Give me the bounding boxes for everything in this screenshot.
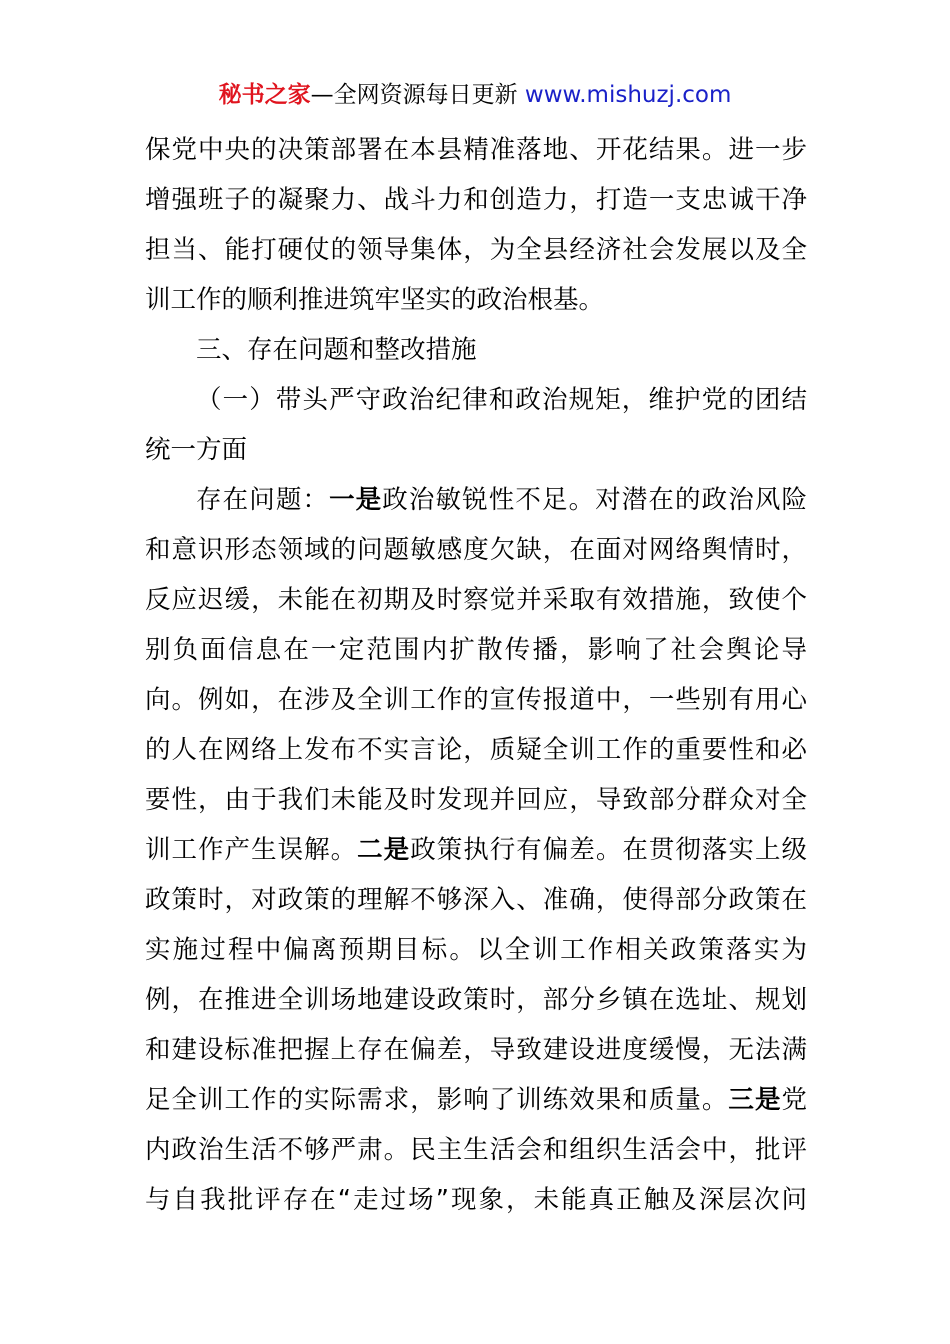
- text-line: 增强班子的凝聚力、战斗力和创造力，打造一支忠诚干净: [145, 185, 807, 215]
- text-segment: 政治敏锐性不足。对潜在的政治风险: [382, 485, 807, 515]
- text-segment: 训工作产生误解。: [145, 835, 358, 865]
- text-line: 政策时，对政策的理解不够深入、准确，使得部分政策在: [145, 885, 807, 915]
- text-segment: 足全训工作的实际需求，影响了训练效果和质量。: [145, 1085, 729, 1115]
- text-line: 的人在网络上发布不实言论，质疑全训工作的重要性和必: [145, 735, 807, 765]
- site-brand: 秘书之家: [218, 82, 311, 108]
- section-heading: 三、存在问题和整改措施: [196, 335, 477, 365]
- text-line: [145, 475, 807, 525]
- site-header: [0, 78, 950, 112]
- subsection-heading: （一）带头严守政治纪律和政治规矩，维护党的团结: [196, 385, 807, 415]
- bold-marker: 二是: [357, 835, 411, 865]
- text-segment: 政策执行有偏差。在贯彻落实上级: [410, 835, 807, 865]
- document-body: [145, 125, 807, 1225]
- text-line: 与自我批评存在“走过场”现象，未能真正触及深层次问: [145, 1185, 807, 1215]
- text-segment: 党: [781, 1085, 807, 1115]
- text-line: [145, 1075, 807, 1125]
- site-tagline: —全网资源每日更新: [310, 82, 525, 108]
- text-line: 担当、能打硬仗的领导集体，为全县经济社会发展以及全: [145, 235, 807, 265]
- text-line: 例，在推进全训场地建设政策时，部分乡镇在选址、规划: [145, 985, 807, 1015]
- text-segment: 存在问题：: [196, 485, 330, 515]
- text-line: 内政治生活不够严肃。民主生活会和组织生活会中，批评: [145, 1135, 807, 1165]
- text-line: 保党中央的决策部署在本县精准落地、开花结果。进一步: [145, 135, 807, 165]
- bold-marker: 三是: [728, 1085, 782, 1115]
- text-line: 向。例如，在涉及全训工作的宣传报道中，一些别有用心: [145, 685, 807, 715]
- bold-marker: 一是: [329, 485, 383, 515]
- text-line: 反应迟缓，未能在初期及时察觉并采取有效措施，致使个: [145, 585, 807, 615]
- text-line: 和意识形态领域的问题敏感度欠缺，在面对网络舆情时，: [145, 535, 807, 565]
- text-line: 别负面信息在一定范围内扩散传播，影响了社会舆论导: [145, 635, 807, 665]
- text-line: 训工作的顺利推进筑牢坚实的政治根基。: [145, 285, 605, 315]
- site-url-link[interactable]: www.mishuzj.com: [524, 82, 732, 108]
- text-line: [145, 825, 807, 875]
- text-line: 实施过程中偏离预期目标。以全训工作相关政策落实为: [145, 935, 807, 965]
- subsection-heading-cont: 统一方面: [145, 435, 248, 465]
- text-line: 要性，由于我们未能及时发现并回应，导致部分群众对全: [145, 785, 807, 815]
- text-line: 和建设标准把握上存在偏差，导致建设进度缓慢，无法满: [145, 1035, 807, 1065]
